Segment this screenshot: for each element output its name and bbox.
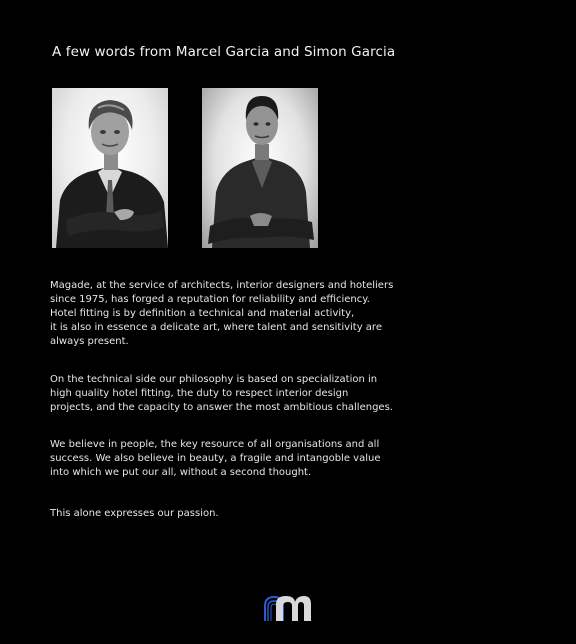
person-photo-icon (52, 88, 168, 248)
magade-logo[interactable] (262, 592, 312, 622)
magade-logo-icon (262, 592, 312, 622)
person-photo-icon (202, 88, 318, 248)
beliefs-paragraph (50, 438, 410, 480)
paragraph-line: success. We also believe in beauty, a fragile and intangoble value (50, 453, 381, 464)
paragraph-line: On the technical side our philosophy is based on specialization in (50, 374, 378, 385)
paragraph-line: always present. (50, 336, 129, 347)
paragraph-line: Hotel fitting is by definition a technical and material activity, (50, 308, 355, 319)
intro-paragraph (50, 279, 410, 349)
paragraph-line: Magade, at the service of architects, interior designers and hoteliers (50, 280, 394, 291)
paragraph-line: it is also in essence a delicate art, where talent and sensitivity are (50, 322, 382, 333)
marcel-garcia-photo (52, 88, 168, 248)
paragraph-line: into which we put our all, without a second thought. (50, 467, 312, 478)
paragraph-line: high quality hotel fitting, the duty to respect interior design (50, 388, 349, 399)
paragraph-line: We believe in people, the key resource of all organisations and all (50, 439, 380, 450)
page-title: A few words from Marcel Garcia and Simon Garcia (52, 44, 396, 60)
technical-philosophy-paragraph (50, 373, 410, 415)
simon-garcia-photo (202, 88, 318, 248)
paragraph-line: This alone expresses our passion. (50, 508, 219, 519)
passion-paragraph (50, 507, 410, 521)
paragraph-line: projects, and the capacity to answer the most ambitious challenges. (50, 402, 393, 413)
paragraph-line: since 1975, has forged a reputation for reliability and efficiency. (50, 294, 370, 305)
